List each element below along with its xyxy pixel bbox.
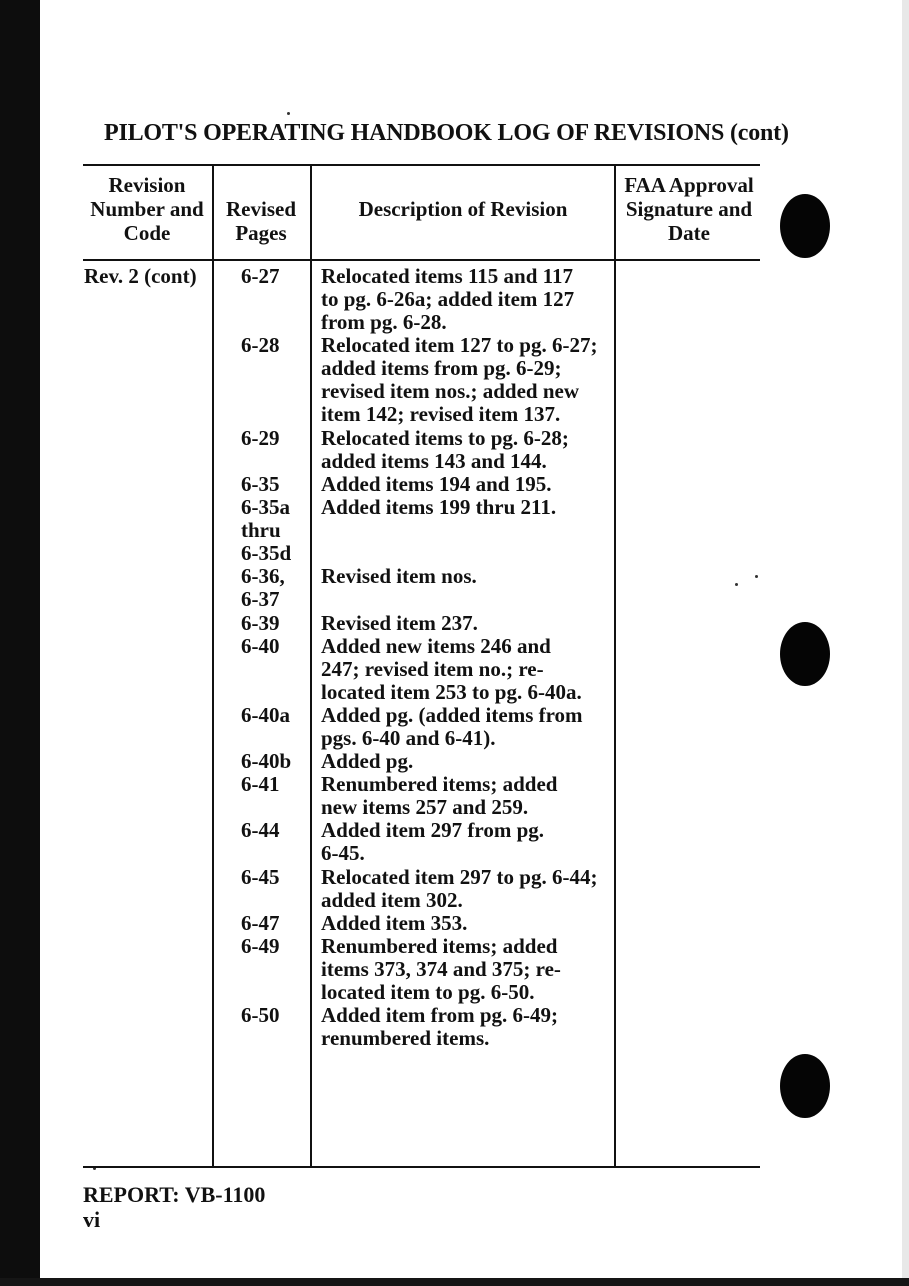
- column-divider: [212, 165, 214, 1168]
- header-revision: [83, 173, 211, 245]
- description-line: 247; revised item no.; re-: [321, 656, 544, 681]
- revised-pages-cell: [241, 1004, 280, 1027]
- column-divider: [310, 165, 312, 1168]
- description-line: renumbered items.: [321, 1026, 490, 1051]
- description-line: new items 257 and 259.: [321, 795, 529, 820]
- header-approval: [616, 173, 762, 245]
- revised-page-line: 6-27: [241, 264, 280, 288]
- page-title: PILOT'S OPERATING HANDBOOK LOG OF REVISIONS (cont): [104, 120, 789, 146]
- footer-page-number: vi: [83, 1207, 101, 1232]
- revised-page-line: 6-39: [241, 610, 280, 635]
- header-approval-line: FAA Approval: [624, 173, 754, 197]
- scan-edge-bottom: [0, 1278, 909, 1286]
- scan-edge-right: [902, 0, 909, 1286]
- description-line: 6-45.: [321, 841, 365, 866]
- revised-pages-cell: [241, 427, 280, 450]
- revised-page-line: 6-36,: [241, 564, 285, 589]
- description-cell: [321, 473, 551, 496]
- binder-hole-top: [780, 194, 830, 258]
- revised-page-line: 6-35a: [241, 495, 290, 519]
- revised-pages-cell: [241, 866, 280, 889]
- revised-pages-cell: [241, 704, 290, 727]
- description-line: pgs. 6-40 and 6-41).: [321, 725, 496, 750]
- revised-page-line: thru: [241, 518, 281, 542]
- revised-pages-cell: [241, 612, 280, 635]
- description-cell: [321, 334, 597, 426]
- revised-page-line: 6-28: [241, 333, 280, 358]
- revised-pages-cell: [241, 265, 280, 288]
- footer-report: REPORT: VB-1100: [83, 1182, 266, 1207]
- revised-pages-cell: [241, 935, 280, 958]
- description-cell: [321, 773, 557, 819]
- revised-page-line: 6-45: [241, 864, 280, 889]
- description-line: revised item nos.; added new: [321, 379, 580, 404]
- header-pages: [212, 197, 310, 245]
- revised-pages-cell: [241, 819, 280, 842]
- description-line: items 373, 374 and 375; re-: [321, 956, 561, 981]
- table-top-rule: [83, 164, 760, 166]
- description-cell: [321, 265, 574, 334]
- revised-page-line: 6-35: [241, 471, 280, 496]
- header-approval-line: Signature and: [625, 197, 753, 221]
- description-line: Relocated item 127 to pg. 6-27;: [321, 333, 598, 358]
- description-line: Relocated items 115 and 117: [321, 264, 573, 288]
- revised-page-line: 6-44: [241, 818, 280, 843]
- header-revision-line: Number and: [90, 197, 204, 221]
- header-approval-line: Date: [668, 221, 710, 245]
- description-cell: [321, 935, 561, 1004]
- revised-page-line: 6-41: [241, 772, 280, 797]
- revised-page-line: 6-35d: [241, 541, 292, 565]
- scan-speck: [755, 575, 758, 578]
- description-line: Renumbered items; added: [321, 933, 558, 958]
- scan-edge-left: [0, 0, 40, 1286]
- description-line: Renumbered items; added: [321, 772, 558, 797]
- revised-page-line: 6-40a: [241, 702, 290, 727]
- revised-pages-cell: [241, 334, 280, 357]
- description-line: to pg. 6-26a; added item 127: [321, 287, 575, 311]
- revised-pages-cell: [241, 773, 280, 796]
- revised-page-line: 6-49: [241, 933, 280, 958]
- revised-page-line: 6-40b: [241, 749, 292, 774]
- revised-page-line: 6-40: [241, 633, 280, 658]
- description-line: Added new items 246 and: [321, 633, 551, 658]
- revised-page-line: 6-50: [241, 1003, 280, 1028]
- description-cell: [321, 912, 467, 935]
- description-cell: [321, 704, 583, 750]
- description-cell: [321, 866, 597, 912]
- revised-page-line: 6-47: [241, 910, 280, 935]
- description-cell: [321, 750, 413, 773]
- revised-pages-cell: [241, 473, 280, 496]
- description-line: Added item 297 from pg.: [321, 818, 545, 843]
- revised-pages-cell: [241, 565, 285, 611]
- header-revision-line: Revision: [108, 173, 186, 197]
- description-line: Revised item 237.: [321, 610, 478, 635]
- scan-speck: [287, 112, 290, 115]
- description-cell: [321, 427, 569, 473]
- column-divider: [614, 165, 616, 1168]
- description-line: added items 143 and 144.: [321, 448, 547, 473]
- revised-pages-cell: [241, 635, 280, 658]
- description-line: located item 253 to pg. 6-40a.: [321, 679, 582, 704]
- description-line: Added pg. (added items from: [321, 702, 583, 727]
- table-bottom-rule: [83, 1166, 760, 1168]
- header-revision-line: Code: [123, 221, 171, 245]
- revised-page-line: 6-29: [241, 425, 280, 450]
- description-cell: [321, 612, 478, 635]
- description-line: from pg. 6-28.: [321, 310, 447, 334]
- description-line: Added pg.: [321, 749, 414, 774]
- revised-pages-cell: [241, 750, 291, 773]
- revised-pages-cell: [241, 496, 291, 565]
- description-line: added items from pg. 6-29;: [321, 356, 562, 381]
- description-line: located item to pg. 6-50.: [321, 979, 535, 1004]
- description-line: Added items 194 and 195.: [321, 471, 552, 496]
- header-description: [312, 197, 614, 221]
- scan-speck: [735, 583, 738, 586]
- binder-hole-middle: [780, 622, 830, 686]
- revised-pages-cell: [241, 912, 280, 935]
- description-line: Added item from pg. 6-49;: [321, 1003, 559, 1028]
- description-cell: [321, 635, 582, 704]
- description-line: Relocated item 297 to pg. 6-44;: [321, 864, 598, 889]
- header-description-line: Description of Revision: [358, 197, 568, 221]
- description-cell: [321, 819, 544, 865]
- description-cell: [321, 565, 477, 588]
- binder-hole-bottom: [780, 1054, 830, 1118]
- description-line: Added items 199 thru 211.: [321, 495, 557, 519]
- description-line: item 142; revised item 137.: [321, 402, 561, 427]
- description-line: Added item 353.: [321, 910, 468, 935]
- revision-code: Rev. 2 (cont): [84, 264, 197, 288]
- header-pages-line: Revised: [226, 197, 296, 221]
- description-line: Relocated items to pg. 6-28;: [321, 425, 569, 450]
- description-cell: [321, 1004, 558, 1050]
- description-line: added item 302.: [321, 887, 463, 912]
- header-pages-line: Pages: [235, 221, 287, 245]
- header-rule: [83, 259, 760, 261]
- description-cell: [321, 496, 556, 519]
- description-line: Revised item nos.: [321, 564, 477, 589]
- revised-page-line: 6-37: [241, 587, 280, 612]
